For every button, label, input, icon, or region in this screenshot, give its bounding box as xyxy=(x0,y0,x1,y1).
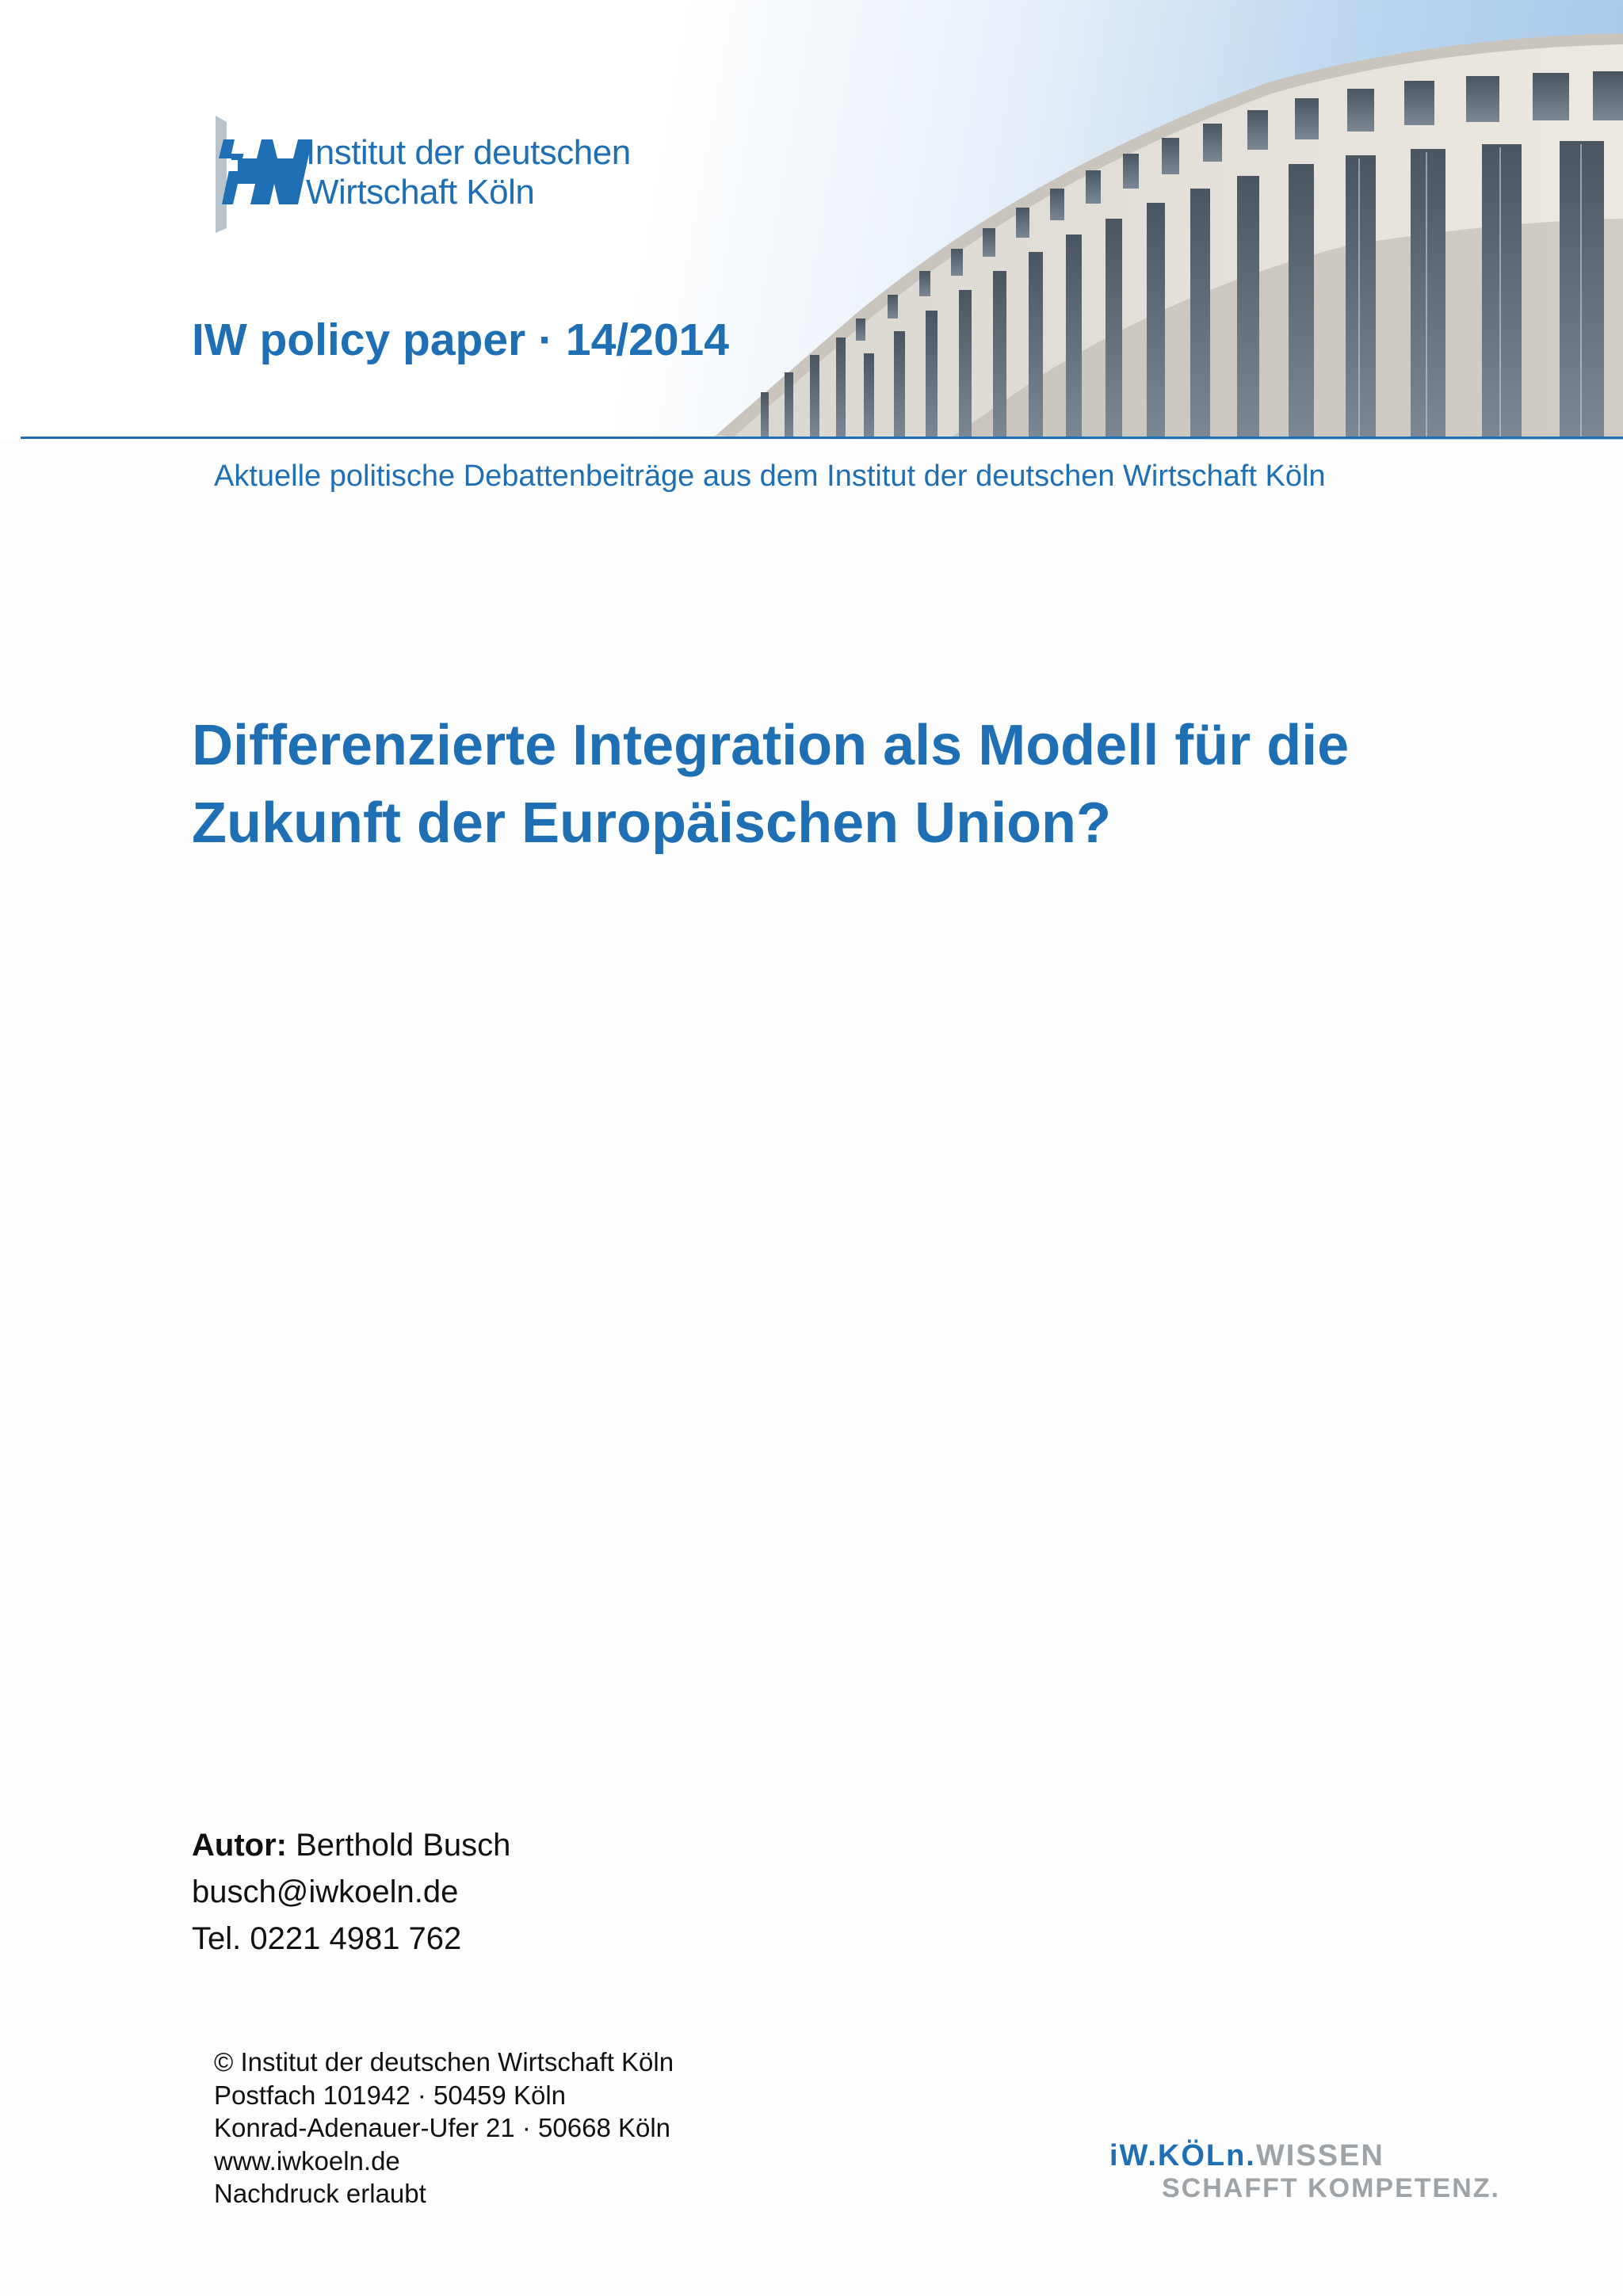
author-phone: Tel. 0221 4981 762 xyxy=(192,1921,462,1956)
author-block xyxy=(192,1822,510,1962)
series-tagline: Aktuelle politische Debattenbeiträge aus dem Institut der deutschen Wirtschaft Köln xyxy=(214,460,1326,493)
imprint-block xyxy=(214,2046,674,2210)
iw-logo-icon xyxy=(211,113,314,233)
author-label: Autor: xyxy=(192,1828,287,1863)
imprint-copyright: © Institut der deutschen Wirtschaft Köln xyxy=(214,2047,674,2077)
author-line xyxy=(192,1822,510,1869)
imprint-postbox: Postfach 101942 · 50459 Köln xyxy=(214,2080,567,2110)
imprint-website: www.iwkoeln.de xyxy=(214,2145,400,2176)
header-divider xyxy=(21,437,1623,439)
institute-name-line1: Institut der deutschen xyxy=(306,133,631,172)
claim-word-wissen: WISSEN xyxy=(1255,2139,1384,2172)
document-title-line1: Differenzierte Integration als Modell für die xyxy=(192,714,1350,777)
brand-claim xyxy=(1109,2139,1500,2204)
author-email: busch@iwkoeln.de xyxy=(192,1875,459,1909)
document-title xyxy=(192,707,1539,862)
institute-name-line2: Wirtschaft Köln xyxy=(306,173,535,212)
imprint-address: Konrad-Adenauer-Ufer 21 · 50668 Köln xyxy=(214,2113,671,2142)
author-name: Berthold Busch xyxy=(296,1828,511,1863)
brand-claim-line2: SCHAFFT KOMPETENZ. xyxy=(1162,2173,1500,2203)
brand-claim-line1 xyxy=(1109,2139,1500,2172)
document-title-line2: Zukunft der Europäischen Union? xyxy=(192,791,1112,855)
institute-name xyxy=(306,133,631,212)
series-title: IW policy paper · 14/2014 xyxy=(192,315,729,365)
brand-wordmark: iW.KÖLn. xyxy=(1109,2139,1256,2172)
imprint-reprint-note: Nachdruck erlaubt xyxy=(214,2179,426,2208)
